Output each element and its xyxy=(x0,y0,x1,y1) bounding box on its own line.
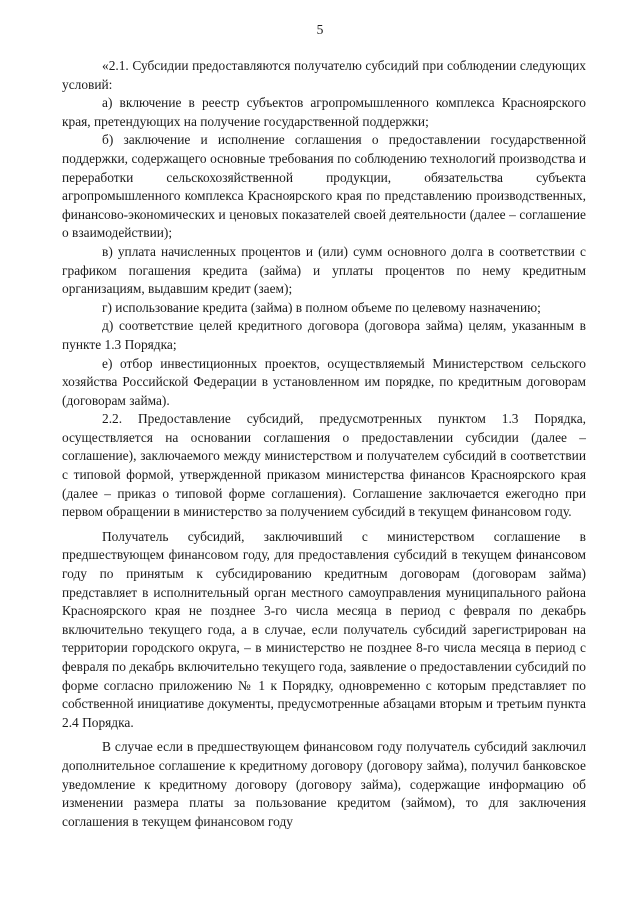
paragraph-2-1-v: в) уплата начисленных процентов и (или) сумм основного долга в соответствии с графиком погашения кредита (займа) и уплаты процентов по нему кредитным организациям, выдавшим кредит (заем); xyxy=(62,243,586,297)
document-body xyxy=(62,57,586,831)
paragraph-2-2-recipient: Получатель субсидий, заключивший с министерством соглашение в предшествующем финансовом году, для предоставления субсидий в текущем финансовом году по принятым к субсидированию кредитным договорам (договорам займа) представляет в исполнительный орган местного самоуправления муниципального района Красноярского края не позднее 3-го числа месяца в период с февраля по декабрь включительно текущего года, а в случае, если получатель субсидий зарегистрирован на территории городского округа, – в министерство не позднее 8-го числа месяца в период с февраля по декабрь включительно текущего года, заявление о предоставлении субсидий по форме согласно приложению № 1 к Порядку, одновременно с которым представляет по собственной инициативе документы, предусмотренные абзацами вторым и третьим пункта 2.4 Порядка. xyxy=(62,528,586,730)
paragraph-2-1-d: д) соответствие целей кредитного договора (договора займа) целям, указанным в пункте 1.3 Порядка; xyxy=(62,318,586,352)
paragraph-2-1-g: г) использование кредита (займа) в полном объеме по целевому назначению; xyxy=(102,299,541,315)
paragraph-2-1-a: а) включение в реестр субъектов агропромышленного комплекса Красноярского края, претендующих на получение государственной поддержки; xyxy=(62,95,586,129)
paragraph-2-2: 2.2. Предоставление субсидий, предусмотренных пунктом 1.3 Порядка, осуществляется на основании соглашения о предоставлении субсидии (далее – соглашение), заключаемого между министерством и получателем субсидий в соответствии с типовой формой, утвержденной приказом министерства финансов Красноярского края (далее – приказ о типовой форме соглашения). Соглашение заключается ежегодно при первом обращении в министерство за получением субсидий в текущем финансовом году. xyxy=(62,411,586,520)
paragraph-2-2-additional-agreement: В случае если в предшествующем финансовом году получатель субсидий заключил дополнительное соглашение к кредитному договору (договору займа), получил банковское уведомление к кредитному договору (договору займа), содержащие информацию об изменении размера платы за пользование кредитом (займом), то для заключения соглашения в текущем финансовом году xyxy=(62,739,586,829)
paragraph-2-1: «2.1. Субсидии предоставляются получателю субсидий при соблюдении следующих условий: xyxy=(62,58,586,92)
paragraph-2-1-b: б) заключение и исполнение соглашения о предоставлении государственной поддержки, содержащего основные требования по соблюдению технологий производства и переработки сельскохозяйственной продукции, обязательства субъекта агропромышленного комплекса Красноярского края по представлению производственных, финансово-экономических и ценовых показателей своей деятельности (далее – соглашение о взаимодействии); xyxy=(62,132,586,241)
page-number: 5 xyxy=(316,22,324,37)
paragraph-2-1-e: е) отбор инвестиционных проектов, осуществляемый Министерством сельского хозяйства Российской Федерации в установленном им порядке, по кредитным договорам (договорам займа). xyxy=(62,355,586,408)
